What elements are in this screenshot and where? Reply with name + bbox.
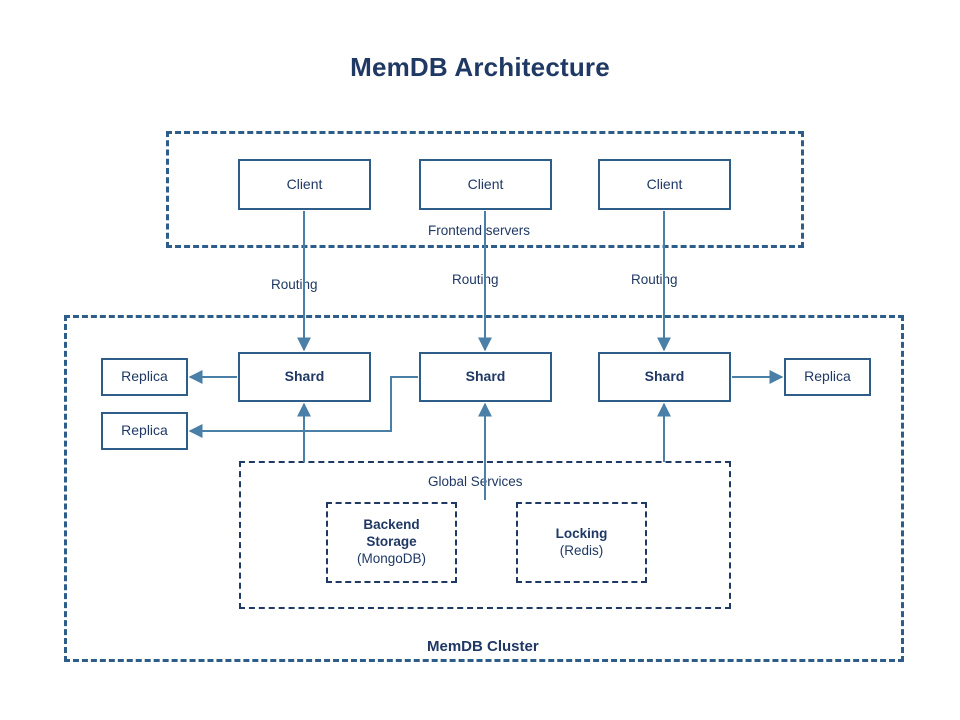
routing-label-2: Routing <box>452 272 499 287</box>
backend-storage-line-3: (MongoDB) <box>356 550 427 566</box>
shard-box-3[interactable] <box>598 352 731 402</box>
replica-box-1[interactable] <box>101 358 188 396</box>
shard-box-2[interactable] <box>419 352 552 402</box>
shard-label: Shard <box>284 368 325 385</box>
replica-box-3[interactable] <box>784 358 871 396</box>
routing-label-3: Routing <box>631 272 678 287</box>
backend-storage-box[interactable] <box>326 502 457 583</box>
routing-label-1: Routing <box>271 277 318 292</box>
locking-line-1: Locking <box>555 525 608 541</box>
locking-box[interactable] <box>516 502 647 583</box>
client-box-3[interactable] <box>598 159 731 210</box>
client-label: Client <box>646 175 683 192</box>
shard-box-1[interactable] <box>238 352 371 402</box>
client-label: Client <box>467 175 504 192</box>
frontend-servers-label: Frontend servers <box>428 223 531 238</box>
backend-storage-line-2: Storage <box>366 534 417 550</box>
global-services-label: Global Services <box>428 474 523 489</box>
backend-storage-line-1: Backend <box>363 517 420 533</box>
replica-box-2[interactable] <box>101 412 188 450</box>
client-box-2[interactable] <box>419 159 552 210</box>
client-box-1[interactable] <box>238 159 371 210</box>
client-label: Client <box>286 175 323 192</box>
page-title: MemDB Architecture <box>350 52 610 82</box>
shard-label: Shard <box>644 368 685 385</box>
replica-label: Replica <box>121 368 168 385</box>
replica-label: Replica <box>121 422 168 439</box>
replica-label: Replica <box>804 368 851 385</box>
locking-line-2: (Redis) <box>559 542 604 558</box>
memdb-cluster-label: MemDB Cluster <box>427 638 539 655</box>
shard-label: Shard <box>465 368 506 385</box>
